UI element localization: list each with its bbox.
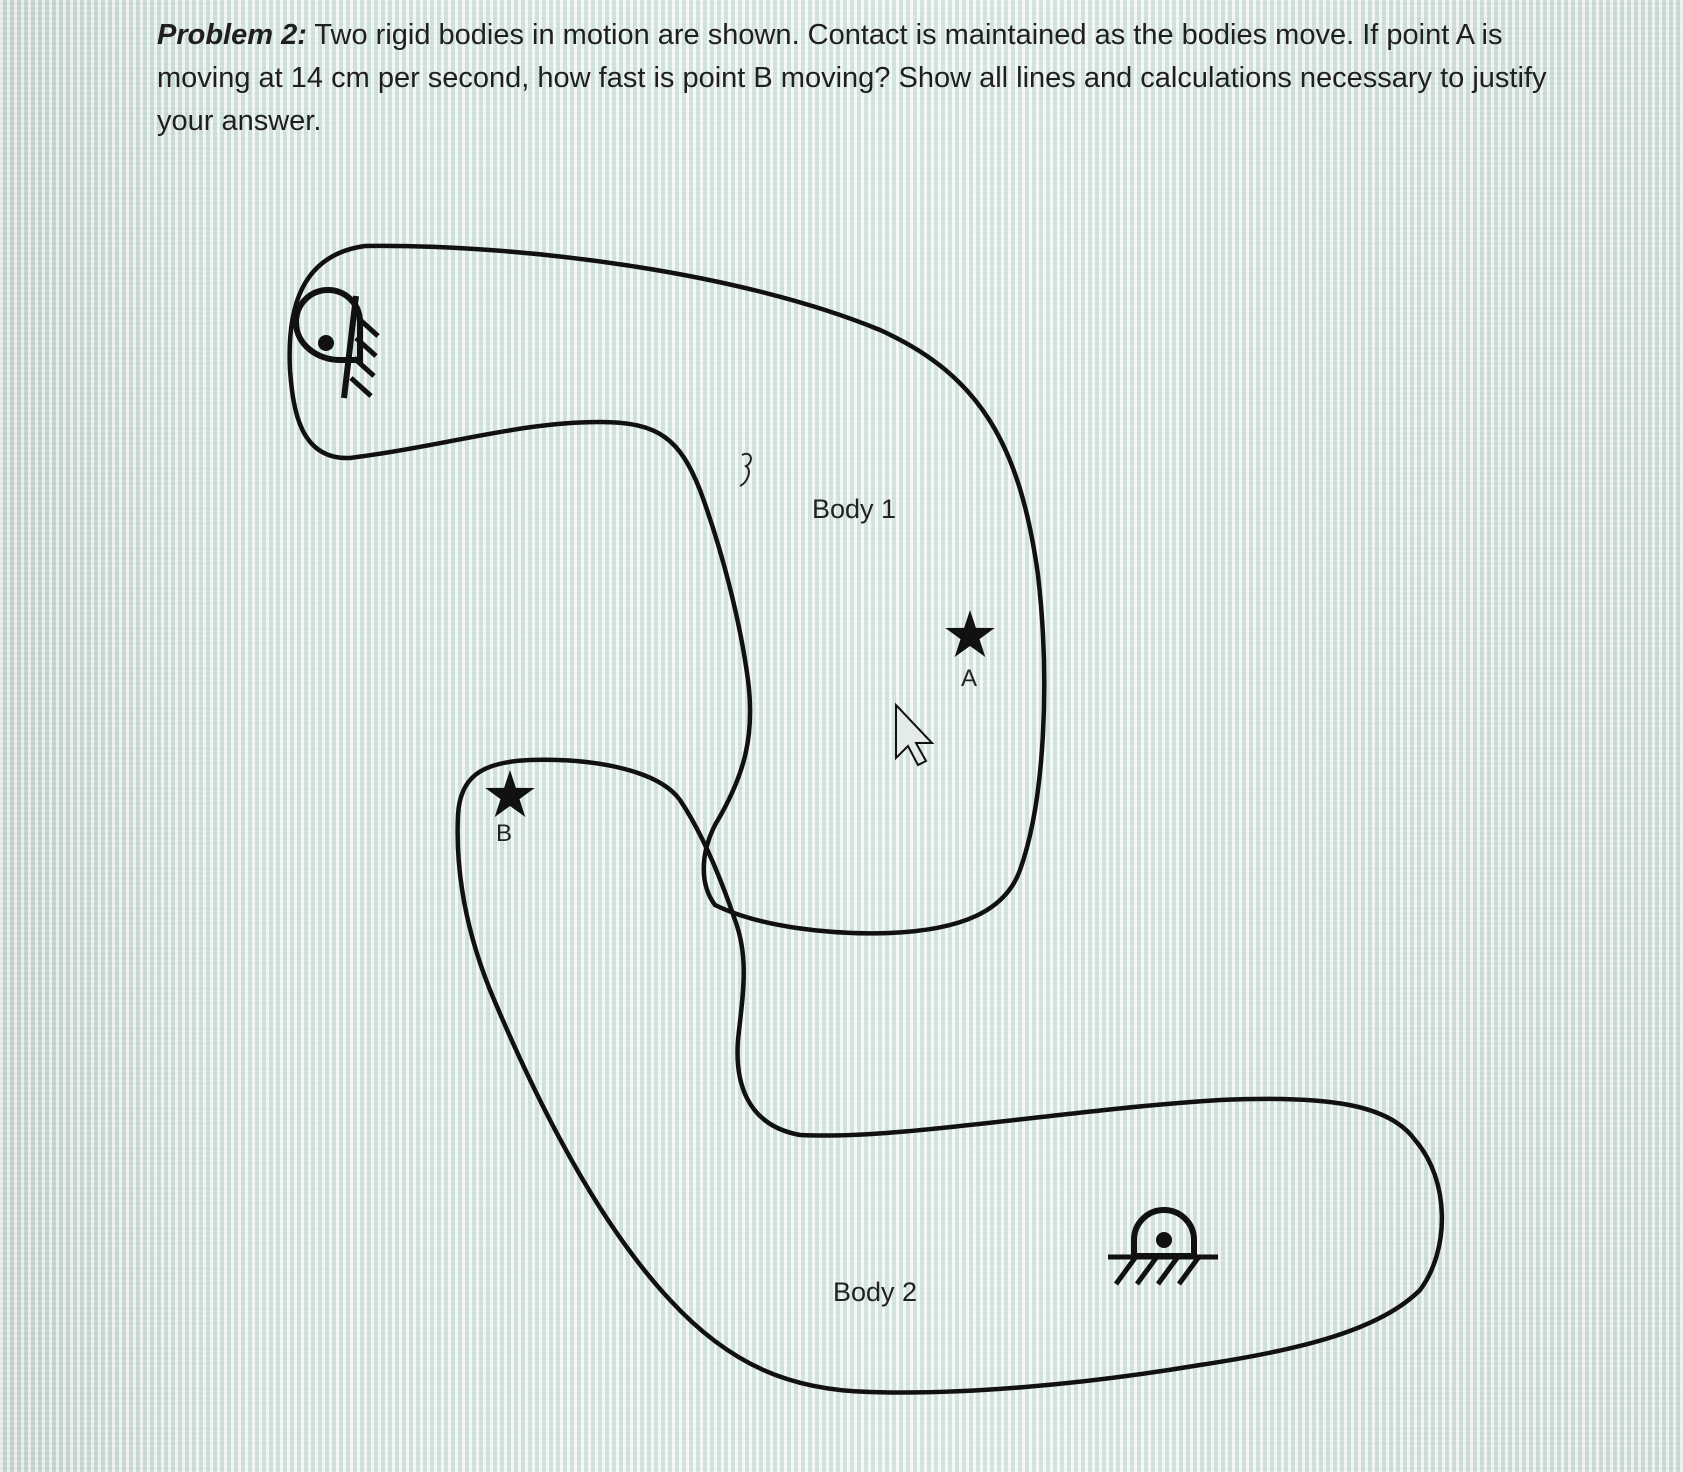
problem-label: Problem 2: [157, 19, 307, 51]
body2-label: Body 2 [833, 1277, 918, 1307]
stray-mark [740, 454, 751, 486]
body1-pivot-icon [296, 290, 378, 398]
body1-label: Body 1 [812, 494, 897, 524]
problem-body: Two rigid bodies in motion are shown. Contact is maintained as the bodies move. If point A is moving at 14 cm per second, how fast is point B moving? Show all lines and calculations necessary to justify your answer. [157, 19, 1547, 137]
point-a-star-icon [945, 610, 994, 657]
point-a-label: A [961, 665, 978, 692]
point-b-star-icon [485, 770, 534, 817]
mouse-pointer-icon [896, 705, 932, 765]
body2-outline [458, 760, 1442, 1393]
point-b-label: B [496, 820, 513, 847]
body2-pivot-icon [1108, 1210, 1218, 1284]
body1-outline [290, 246, 1045, 933]
